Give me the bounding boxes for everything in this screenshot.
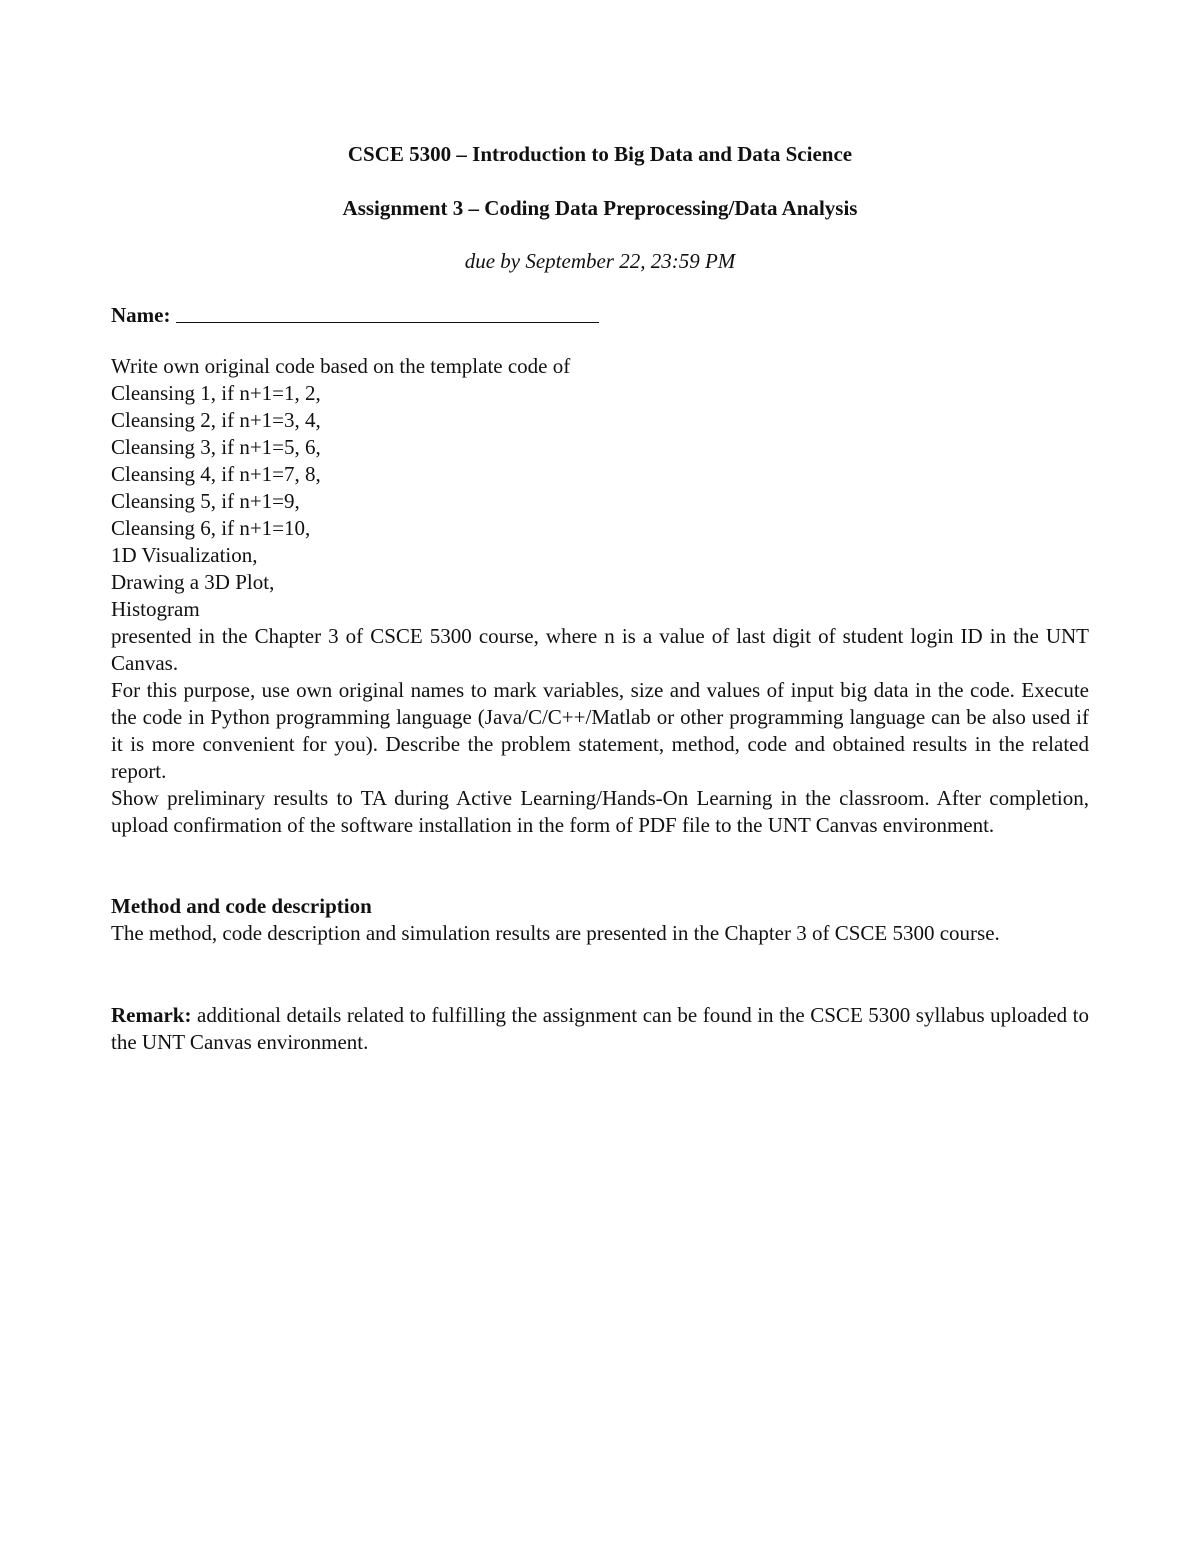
list-item: Drawing a 3D Plot, [111,570,275,594]
list-item: Cleansing 3, if n+1=5, 6, [111,435,321,459]
course-title: CSCE 5300 – Introduction to Big Data and Data Science [347,142,853,166]
method-text: The method, code description and simulation results are presented in the Chapter 3 of CSCE 5300 course. [111,921,1000,945]
remark-text: additional details related to fulfilling the assignment can be found in the CSCE 5300 syllabus uploaded to the UNT Canvas environment. [111,1003,1089,1054]
instructions-intro: Write own original code based on the template code of [111,354,571,378]
name-label: Name: [111,303,171,327]
list-item: 1D Visualization, [111,543,258,567]
list-item: Cleansing 2, if n+1=3, 4, [111,408,321,432]
list-item: Cleansing 5, if n+1=9, [111,489,300,513]
list-item: Cleansing 1, if n+1=1, 2, [111,381,321,405]
method-section [111,893,1089,947]
instructions-paragraph: presented in the Chapter 3 of CSCE 5300 course, where n is a value of last digit of student login ID in the UNT Canvas. [111,624,1089,675]
instructions-paragraph: For this purpose, use own original names to mark variables, size and values of input big data in the code. Execute the code in Python programming language (Java/C/C++/Matlab or other programming language can be also used if it is more convenient for you). Describe the problem statement, method, code and obtained results in the related report. [111,678,1089,783]
due-date: due by September 22, 23:59 PM [464,249,736,273]
method-heading: Method and code description [111,894,372,918]
assignment-title: Assignment 3 – Coding Data Preprocessing/Data Analysis [342,196,858,220]
list-item: Cleansing 4, if n+1=7, 8, [111,462,321,486]
list-item: Histogram [111,597,200,621]
list-item: Cleansing 6, if n+1=10, [111,516,311,540]
name-blank-line [176,322,599,323]
remark-section [111,1002,1089,1056]
remark-label: Remark: [111,1003,197,1027]
instructions-paragraph: Show preliminary results to TA during Active Learning/Hands-On Learning in the classroom. After completion, upload confirmation of the software installation in the form of PDF file to the UNT Canvas environment. [111,786,1089,837]
instructions-block [111,353,1089,839]
